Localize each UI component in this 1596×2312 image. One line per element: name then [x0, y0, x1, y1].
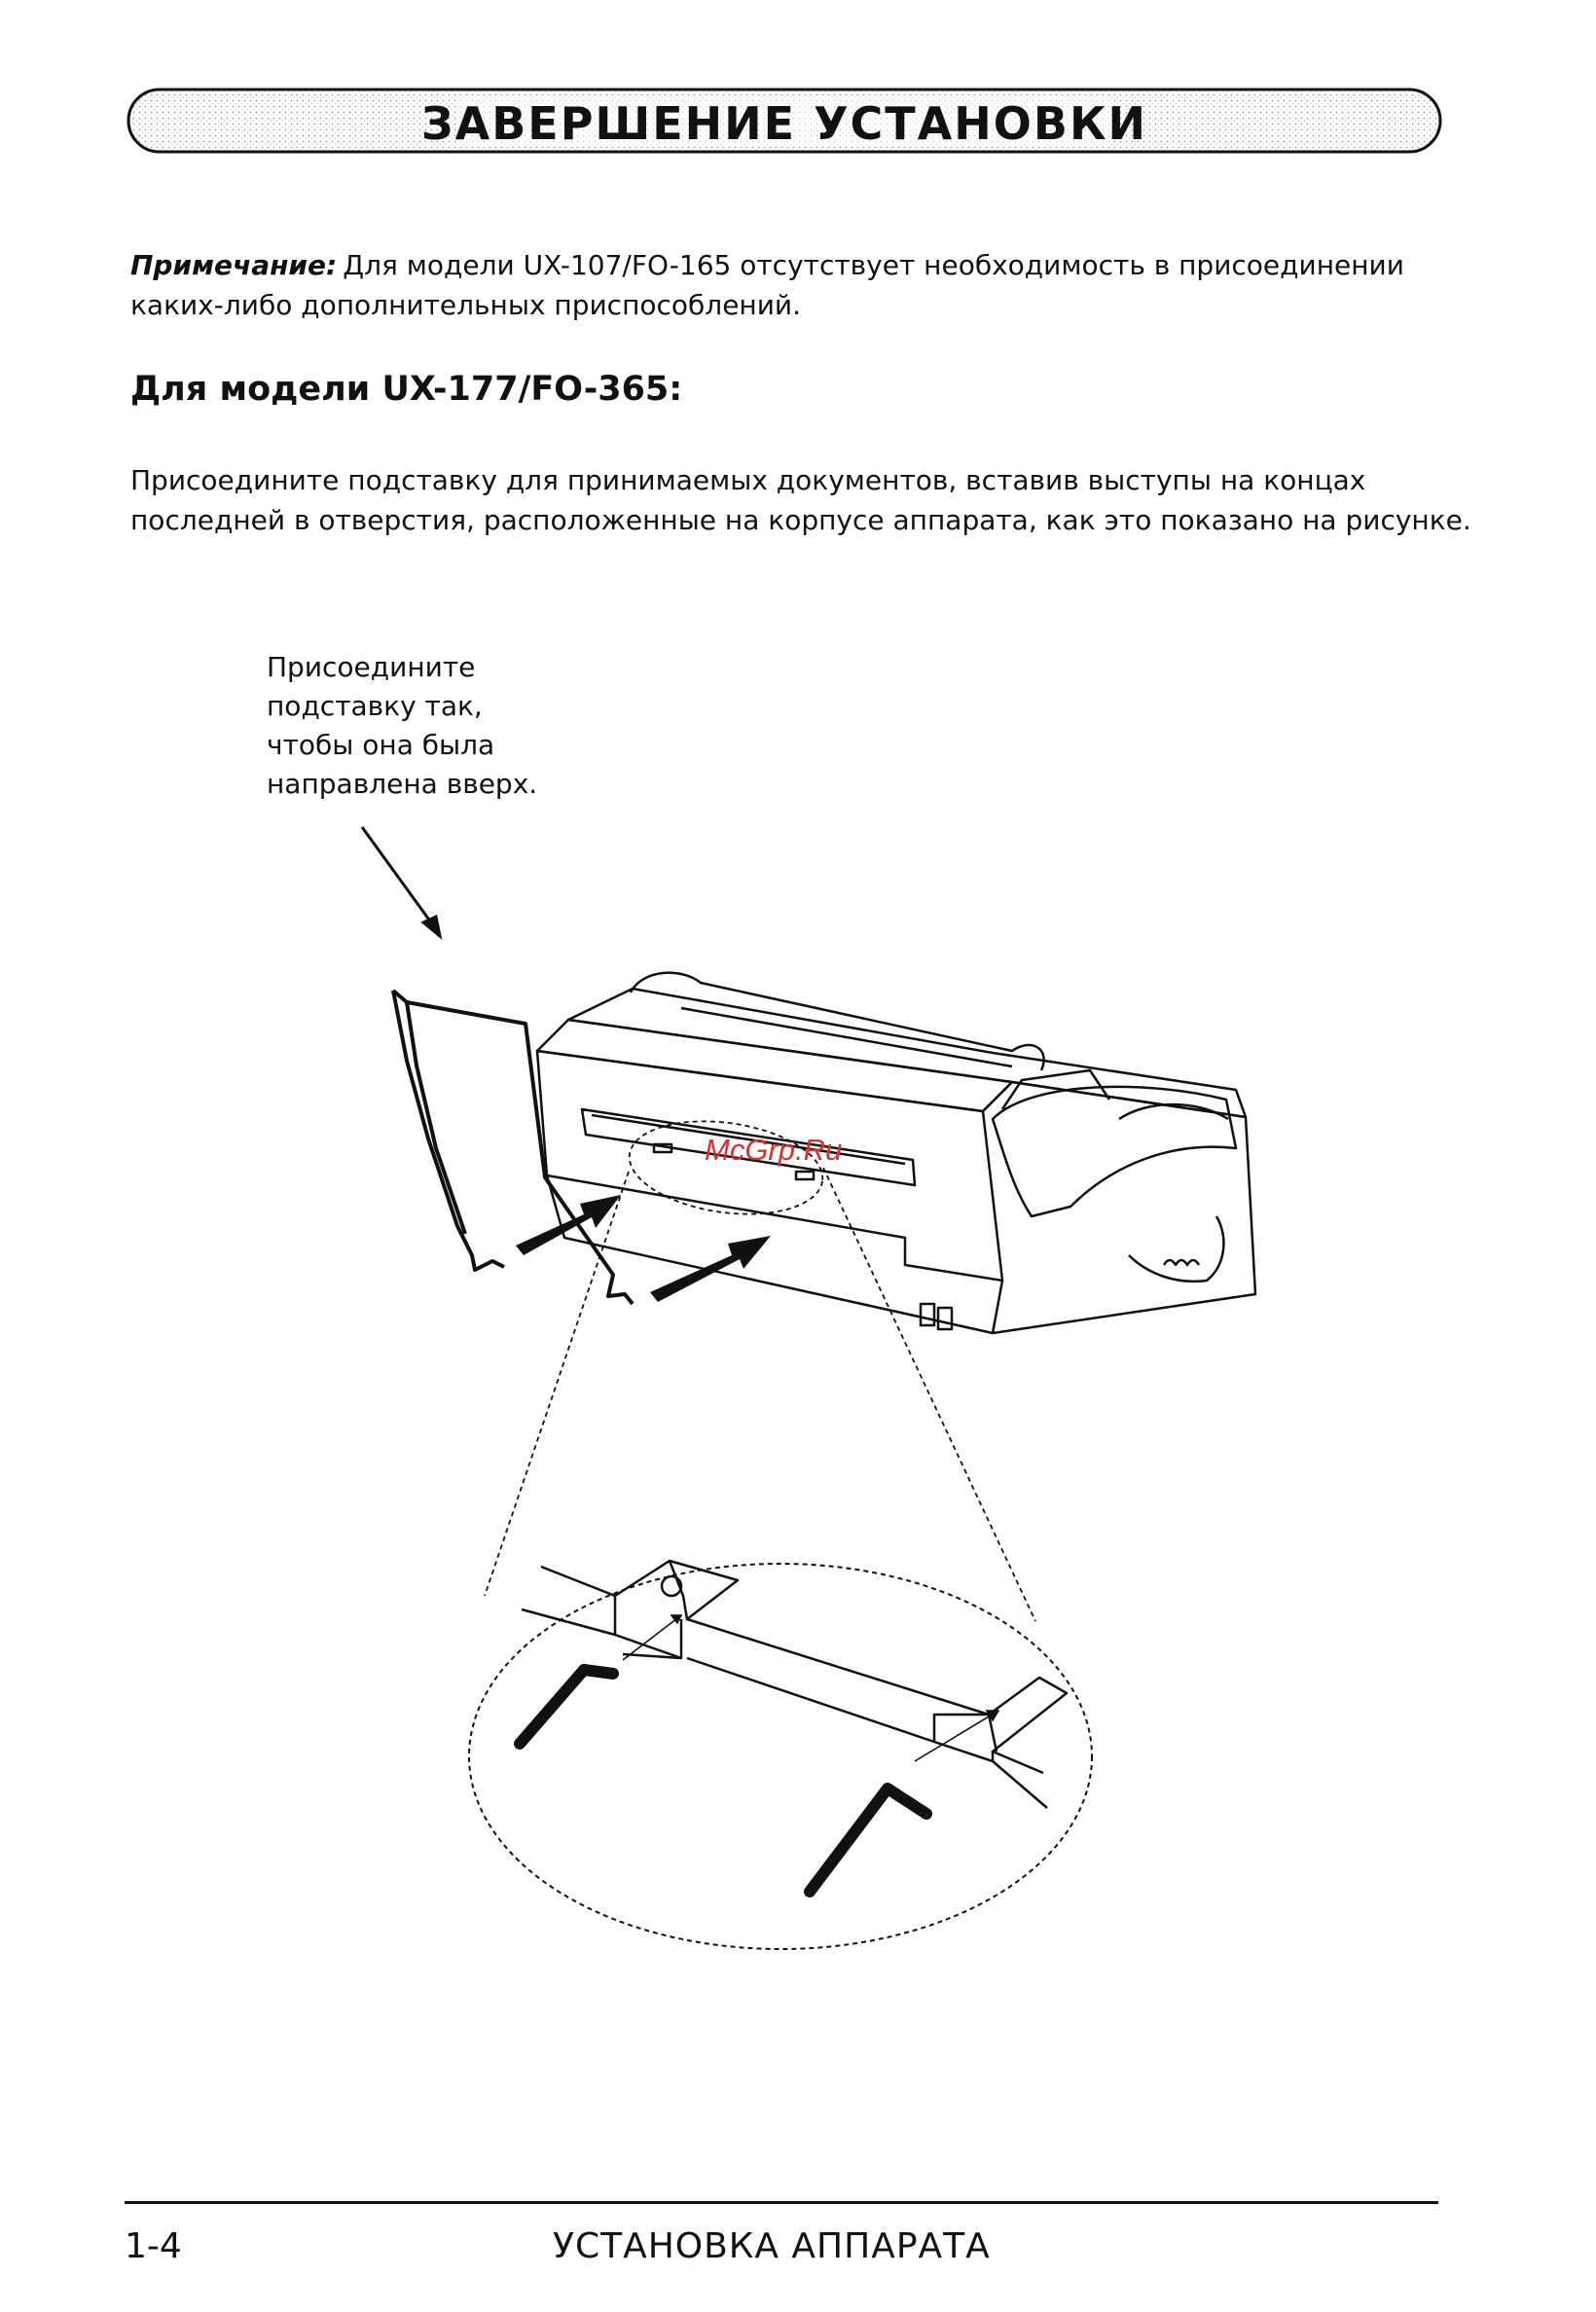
watermark: McGrp.Ru — [705, 1133, 843, 1167]
note-label: Примечание: — [130, 249, 338, 281]
page-number: 1-4 — [125, 2226, 182, 2266]
stand-tab-left — [520, 1670, 613, 1744]
detail-insert-arrows — [623, 1615, 998, 1761]
figure-callout: Присоедините подставку так, чтобы она была направлена вверх. — [267, 651, 538, 800]
page-title: ЗАВЕРШЕНИЕ УСТАНОВКИ — [420, 97, 1148, 150]
document-stand — [393, 991, 633, 1304]
footer-divider — [125, 2201, 1438, 2204]
instruction-paragraph: Присоедините подставку для принимаемых документов, вставив выступы на концах последней в отверстия, расположенные на корпусе аппарата, как это показано на рисунке. — [130, 464, 1471, 536]
detail-slots — [522, 1561, 1067, 1808]
projection-lines — [485, 1168, 1035, 1621]
callout-arrow — [362, 827, 440, 936]
section-heading: Для модели UX-177/FO-365: — [130, 370, 683, 409]
footer-section-name: УСТАНОВКА АППАРАТА — [553, 2226, 991, 2266]
fax-machine — [537, 973, 1255, 1333]
insert-arrow-right — [650, 1236, 771, 1302]
stand-tab-right — [810, 1788, 926, 1892]
note-text: Для модели UX-107/FO-165 отсутствует необходимость в присоединении каких-либо дополнительных приспособлений. — [130, 249, 1404, 321]
